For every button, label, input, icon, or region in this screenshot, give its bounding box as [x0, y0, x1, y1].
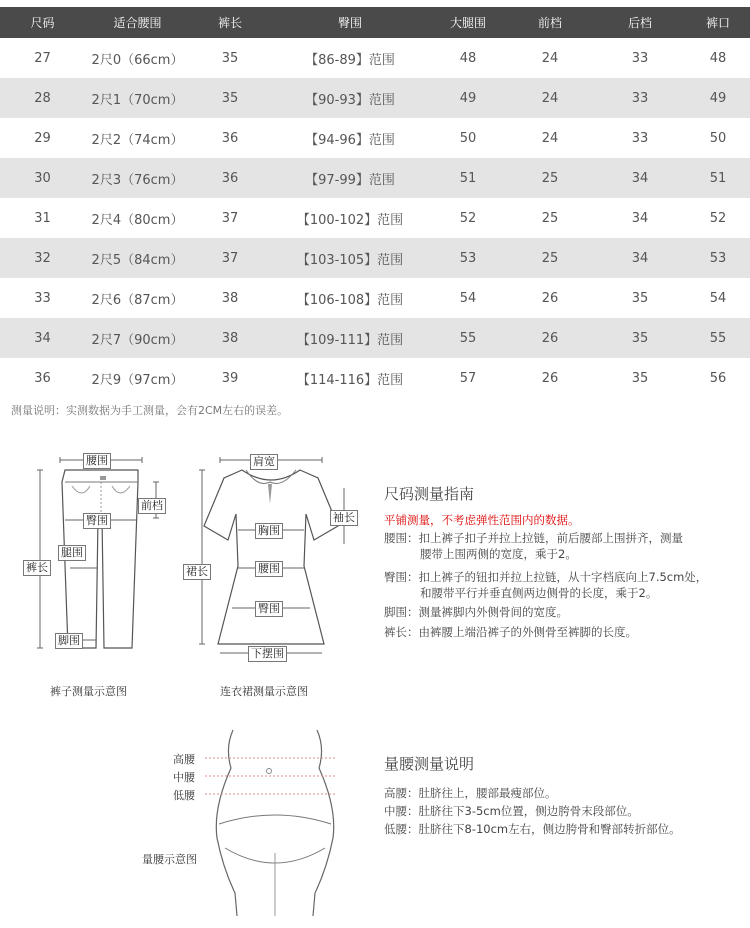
measurement-note: 测量说明：实测数据为手工测量，会有2CM左右的误差。: [11, 404, 289, 417]
guide-item-line: 扣上裤子扣子并拉上拉链，前后腰部上围拼齐，测量: [418, 531, 683, 545]
table-cell: 35: [594, 318, 686, 358]
table-cell: 24: [506, 78, 594, 118]
table-cell: 【109-111】范围: [270, 318, 430, 358]
table-cell: 53: [430, 238, 506, 278]
table-row: [0, 358, 750, 398]
table-cell: 34: [0, 318, 85, 358]
table-cell: 【100-102】范围: [296, 212, 404, 228]
table-cell: 55: [686, 318, 750, 358]
table-cell: 54: [459, 290, 477, 306]
table-cell: 56: [709, 370, 727, 386]
table-cell: 35: [221, 50, 239, 66]
table-cell: 33: [594, 78, 686, 118]
waist-guide-item: 高腰：肚脐往上，腰部最瘦部位。: [384, 786, 557, 800]
table-cell: 2尺9（97cm）: [91, 372, 184, 388]
table-cell: 37: [190, 238, 270, 278]
table-cell: 34: [631, 210, 649, 226]
guide-item: [384, 604, 568, 620]
table-cell: 2尺3（76cm）: [85, 158, 190, 198]
table-cell: 26: [541, 290, 559, 306]
table-cell: 31: [34, 210, 51, 226]
waist-guide-title: 量腰测量说明: [384, 755, 475, 773]
table-cell: 38: [190, 318, 270, 358]
table-cell: 51: [430, 158, 506, 198]
pants-thigh-label: 腿围: [58, 545, 86, 561]
table-header-cell: 尺码: [0, 7, 85, 38]
table-cell: 25: [506, 238, 594, 278]
table-cell: 36: [34, 370, 51, 386]
table-row: [0, 158, 750, 198]
guide-item: [384, 530, 683, 562]
table-header-row: [0, 7, 750, 38]
guide-item-term: 脚围：: [384, 605, 419, 619]
table-cell: 【97-99】范围: [270, 158, 430, 198]
table-cell: 49: [686, 78, 750, 118]
table-cell: 26: [506, 318, 594, 358]
guide-item-line: 由裤腰上端沿裤子的外侧骨至裤脚的长度。: [418, 625, 637, 639]
guide-item-term: 臀围：: [384, 570, 419, 584]
table-cell: 53: [686, 238, 750, 278]
table-cell: 2尺7（90cm）: [85, 318, 190, 358]
table-cell: 50: [709, 130, 727, 146]
size-table: [0, 7, 750, 398]
table-cell: 【106-108】范围: [296, 292, 404, 308]
table-cell: 25: [541, 210, 559, 226]
table-row: [0, 278, 750, 318]
guide-item: [384, 569, 707, 601]
table-cell: 【114-116】范围: [296, 372, 404, 388]
table-cell: 55: [430, 318, 506, 358]
table-cell: 51: [686, 158, 750, 198]
table-cell: 37: [221, 210, 239, 226]
table-cell: 2尺1（70cm）: [85, 78, 190, 118]
dress-caption: 连衣裙测量示意图: [220, 685, 308, 698]
guide-item-line: 和腰带平行并垂直侧两边侧骨的长度，乘于2。: [420, 586, 658, 600]
table-cell: 36: [190, 158, 270, 198]
guide-item-line: 腰带上围两侧的宽度，乘于2。: [420, 547, 577, 561]
table-cell: 27: [34, 50, 51, 66]
guide-item-line: 扣上裤子的钮扣并拉上拉链，从十字档底向上7.5cm处，: [418, 570, 708, 584]
table-cell: 2尺2（74cm）: [91, 132, 184, 148]
table-header-cell: 裤口: [686, 7, 750, 38]
guide-item-term: 裤长：: [384, 625, 419, 639]
table-header-cell: 前档: [506, 7, 594, 38]
table-cell: 【86-89】范围: [305, 52, 395, 68]
pants-caption: 裤子测量示意图: [50, 685, 127, 698]
dress-bust-label: 胸围: [255, 523, 283, 539]
table-cell: 【90-93】范围: [270, 78, 430, 118]
table-cell: 38: [221, 290, 239, 306]
table-header-cell: 臀围: [270, 7, 430, 38]
guide-red-note: 平铺测量，不考虑弹性范围内的数据。: [384, 513, 580, 527]
pants-front-rise-label: 前档: [138, 498, 166, 514]
table-cell: 35: [190, 78, 270, 118]
table-cell: 【103-105】范围: [270, 238, 430, 278]
table-row: [0, 38, 750, 78]
waist-caption: 量腰示意图: [142, 853, 197, 866]
table-cell: 2尺4（80cm）: [91, 212, 184, 228]
guide-item: [384, 624, 637, 640]
table-cell: 29: [34, 130, 51, 146]
waist-low-label: 低腰: [173, 789, 195, 802]
table-cell: 24: [541, 50, 559, 66]
waist-mid-label: 中腰: [173, 771, 195, 784]
table-cell: 50: [459, 130, 477, 146]
table-cell: 48: [459, 50, 477, 66]
pants-hem-label: 脚围: [55, 633, 83, 649]
table-cell: 34: [594, 158, 686, 198]
table-cell: 33: [631, 50, 649, 66]
waist-guide-item: 中腰：肚脐往下3-5cm位置，侧边胯骨末段部位。: [384, 804, 639, 818]
table-cell: 28: [0, 78, 85, 118]
table-cell: 2尺0（66cm）: [91, 52, 184, 68]
table-cell: 35: [631, 290, 649, 306]
guide-item-term: 腰围：: [384, 531, 419, 545]
table-cell: 48: [709, 50, 727, 66]
table-row: [0, 318, 750, 358]
pants-diagram: [20, 448, 180, 678]
table-header-cell: 裤长: [190, 7, 270, 38]
pants-waist-label: 腰围: [83, 453, 111, 469]
dress-sleeve-label: 袖长: [330, 510, 358, 526]
table-cell: 35: [631, 370, 649, 386]
table-cell: 24: [541, 130, 559, 146]
waist-drawing: [205, 728, 345, 918]
table-cell: 32: [0, 238, 85, 278]
table-cell: 57: [459, 370, 477, 386]
table-cell: 2尺5（84cm）: [85, 238, 190, 278]
dress-waist-label: 腰围: [255, 561, 283, 577]
table-header-cell: 适合腰围: [85, 7, 190, 38]
dress-length-label: 裙长: [183, 564, 211, 580]
table-cell: 49: [430, 78, 506, 118]
table-cell: 2尺6（87cm）: [91, 292, 184, 308]
table-cell: 54: [709, 290, 727, 306]
table-cell: 33: [631, 130, 649, 146]
table-cell: 26: [541, 370, 559, 386]
table-row: [0, 238, 750, 278]
table-header-cell: 后档: [594, 7, 686, 38]
table-cell: 34: [594, 238, 686, 278]
table-cell: 52: [709, 210, 727, 226]
table-cell: 33: [34, 290, 51, 306]
pants-hip-label: 臀围: [83, 513, 111, 529]
table-cell: 36: [221, 130, 239, 146]
dress-hip-label: 臀围: [255, 601, 283, 617]
waist-guide-item: 低腰：肚脐往下8-10cm左右，侧边胯骨和臀部转折部位。: [384, 822, 681, 836]
guide-item-line: 测量裤脚内外侧骨间的宽度。: [418, 605, 568, 619]
dress-hem-label: 下摆围: [248, 646, 287, 662]
guide-title: 尺码测量指南: [384, 485, 475, 503]
table-cell: 25: [506, 158, 594, 198]
table-row: [0, 198, 750, 238]
table-header-cell: 大腿围: [430, 7, 506, 38]
table-cell: 39: [221, 370, 239, 386]
pants-length-label: 裤长: [23, 560, 51, 576]
table-cell: 【94-96】范围: [305, 132, 395, 148]
table-row: [0, 118, 750, 158]
table-cell: 30: [0, 158, 85, 198]
table-cell: 52: [459, 210, 477, 226]
table-row: [0, 78, 750, 118]
dress-diagram: [180, 448, 360, 678]
waist-diagram: [205, 728, 345, 918]
dress-shoulder-label: 肩宽: [250, 454, 278, 470]
waist-high-label: 高腰: [173, 753, 195, 766]
